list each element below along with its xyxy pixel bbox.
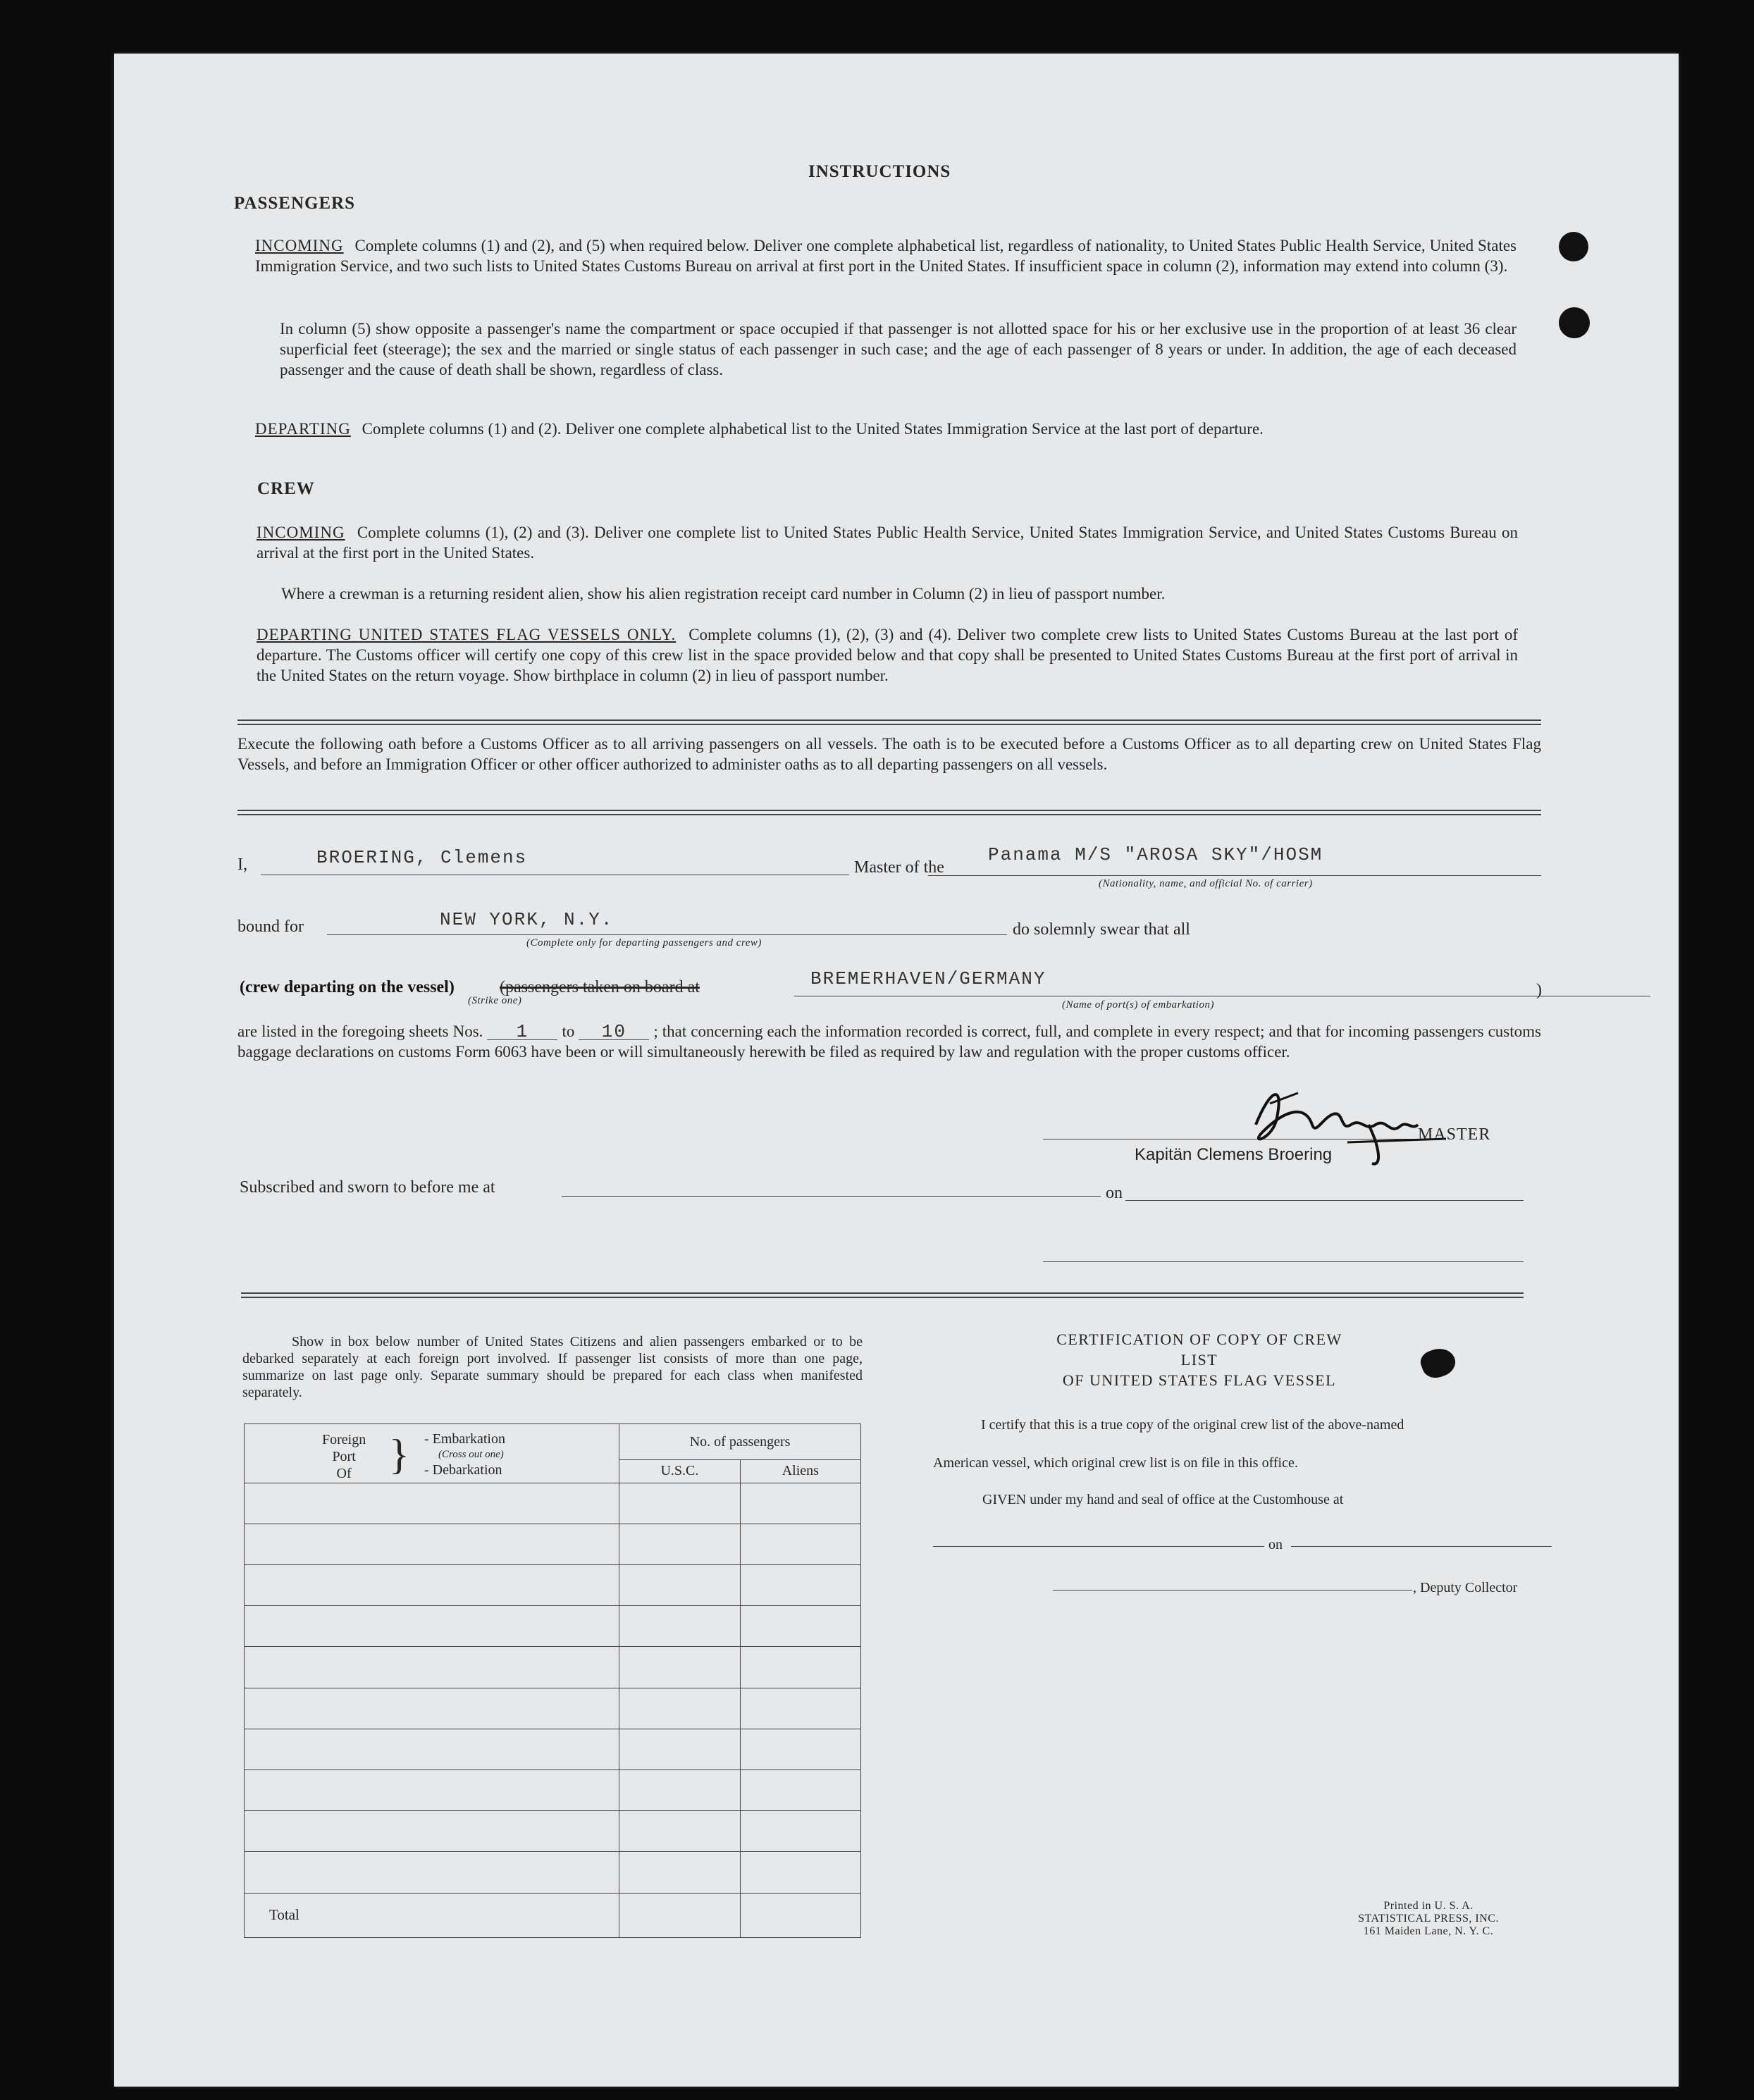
- deputy-collector-label: , Deputy Collector: [1413, 1580, 1518, 1595]
- divider-mid-2: [237, 814, 1541, 815]
- crew-heading: CREW: [257, 479, 315, 498]
- passengers-incoming-lead: INCOMING: [255, 237, 344, 254]
- table-row: [245, 1811, 861, 1852]
- ports-table: [244, 1423, 861, 1938]
- crew-departing-text: Complete columns (1), (2), (3) and (4). Deliver two complete crew lists to United States Customs Bureau at the last port of departure. The Customs officer will certify one copy of this crew list in the space provided below and that copy shall be presented to United States Customs Bureau at the first port of arrival in the United States on the return voyage. Show birthplace in column (2) in lieu of passport number.: [257, 626, 1518, 684]
- vessel-field[interactable]: Panama M/S "AROSA SKY"/HOSM: [988, 844, 1323, 865]
- of-label: Of: [336, 1466, 352, 1481]
- signature-stamp: Kapitän Clemens Broering: [1135, 1145, 1333, 1164]
- deputy-collector-line[interactable]: [1053, 1590, 1412, 1591]
- crew-incoming-paragraph: [257, 522, 1518, 563]
- passengers-departing-paragraph: [255, 419, 1517, 439]
- destination-caption: (Complete only for departing passengers and crew): [526, 937, 762, 949]
- usc-cell[interactable]: [619, 1647, 740, 1688]
- table-row: [245, 1770, 861, 1811]
- aliens-cell[interactable]: [740, 1524, 860, 1564]
- table-row: [245, 1606, 861, 1647]
- total-label: Total: [245, 1893, 619, 1937]
- aliens-cell[interactable]: [740, 1729, 860, 1769]
- foreign-label: Foreign: [322, 1432, 366, 1447]
- destination-line: [327, 934, 1007, 935]
- given-line: GIVEN under my hand and seal of office at the Customhouse at: [982, 1492, 1344, 1507]
- usc-cell[interactable]: [619, 1688, 740, 1729]
- aliens-cell[interactable]: [740, 1688, 860, 1729]
- subscribed-on-label: on: [1106, 1184, 1123, 1202]
- crew-incoming-text: Complete columns (1), (2) and (3). Deliver one complete list to United States Public Health Service, United States Immigration Service, and United States Customs Bureau on arrival at the first port in the United States.: [257, 524, 1518, 562]
- printer-imprint: [1344, 1900, 1513, 1938]
- port-cell[interactable]: [245, 1647, 619, 1688]
- table-row: [245, 1565, 861, 1606]
- vessel-caption: (Nationality, name, and official No. of carrier): [1099, 878, 1313, 889]
- embark-port-field[interactable]: BREMERHAVEN/GERMANY: [810, 968, 1046, 989]
- certify-line2: American vessel, which original crew list is on file in this office.: [933, 1455, 1298, 1471]
- usc-cell[interactable]: [619, 1483, 740, 1524]
- table-row: [245, 1524, 861, 1564]
- passengers-heading: PASSENGERS: [234, 194, 356, 213]
- table-row: [245, 1483, 861, 1524]
- passengers-column5-paragraph: In column (5) show opposite a passenger's name the compartment or space occupied if that passenger is not allotted space for his or her exclusive use in the proportion of at least 36 clear superficial feet (steerage); the sex and the married or single status of each passenger in such case; and the age of each passenger of 8 years or under. In addition, the age of each deceased passenger and the cause of death shall be shown, regardless of class.: [280, 320, 1517, 378]
- punch-hole-bottom: [1559, 307, 1590, 338]
- certify-line1: I certify that this is a true copy of the original crew list of the above-named: [981, 1417, 1404, 1433]
- embark-caption: (Name of port(s) of embarkation): [1062, 999, 1214, 1011]
- close-paren: ): [1536, 981, 1542, 999]
- strike-caption: (Strike one): [468, 995, 522, 1006]
- passengers-departing-lead: DEPARTING: [255, 420, 351, 438]
- aliens-cell[interactable]: [740, 1483, 860, 1524]
- certification-on-label: on: [1268, 1537, 1283, 1552]
- crew-incoming-lead: INCOMING: [257, 524, 345, 541]
- aliens-cell[interactable]: [740, 1852, 860, 1893]
- divider-top: [237, 719, 1541, 721]
- port-cell[interactable]: [245, 1565, 619, 1606]
- punch-hole-top: [1559, 232, 1588, 261]
- passengers-incoming-paragraph: [255, 235, 1517, 276]
- table-row: [245, 1688, 861, 1729]
- cross-out-label: (Cross out one): [438, 1449, 504, 1460]
- total-usc-cell[interactable]: [619, 1893, 740, 1937]
- usc-cell[interactable]: [619, 1606, 740, 1647]
- divider-top-2: [237, 724, 1541, 725]
- to-label: to: [562, 1023, 575, 1040]
- aliens-cell[interactable]: [740, 1770, 860, 1811]
- officer-signature-line[interactable]: [1043, 1261, 1524, 1262]
- port-cell[interactable]: [245, 1483, 619, 1524]
- master-label: MASTER: [1418, 1125, 1491, 1144]
- table-row: [245, 1647, 861, 1688]
- listed-paragraph: [237, 1021, 1541, 1062]
- vessel-line: [928, 875, 1541, 876]
- master-of-label: Master of the: [854, 858, 944, 877]
- passengers-departing-text: Complete columns (1) and (2). Deliver one complete alphabetical list to the United States Immigration Service at the last port of departure.: [362, 420, 1264, 438]
- master-name-field[interactable]: BROERING, Clemens: [316, 847, 528, 868]
- aliens-cell[interactable]: [740, 1565, 860, 1606]
- port-cell[interactable]: [245, 1606, 619, 1647]
- passengers-incoming-text: Complete columns (1) and (2), and (5) when required below. Deliver one complete alphabetical list, regardless of nationality, to United States Public Health Service, United States Immigration Service, and two such lists to United States Customs Bureau on arrival at first port in the United States. If insufficient space in column (2), information may extend into column (3).: [255, 237, 1517, 275]
- port-cell[interactable]: [245, 1852, 619, 1893]
- aliens-cell[interactable]: [740, 1606, 860, 1647]
- listed-rest: ; that concerning each the information recorded is correct, full, and complete in every respect; and that for incoming passengers customs baggage declarations on customs Form 6063 have been or will simultaneously herewith be filed as required by law and regulation with the proper customs officer.: [237, 1023, 1541, 1061]
- subscribed-date-line[interactable]: [1125, 1200, 1524, 1201]
- printer-line1: Printed in U. S. A.: [1383, 1900, 1474, 1912]
- divider-mid: [237, 810, 1541, 811]
- certification-title-line1: CERTIFICATION OF COPY OF CREW LIST: [1056, 1330, 1342, 1369]
- ports-header-cell: [245, 1424, 619, 1483]
- subscribed-place-line[interactable]: [562, 1196, 1101, 1197]
- aliens-cell[interactable]: [740, 1811, 860, 1852]
- ink-blot: [1418, 1344, 1459, 1382]
- crew-departing-label: (crew departing on the vessel): [240, 978, 455, 996]
- aliens-header: Aliens: [740, 1460, 860, 1483]
- usc-cell[interactable]: [619, 1770, 740, 1811]
- debarkation-label[interactable]: - Debarkation: [424, 1462, 502, 1478]
- no-passengers-header: No. of passengers: [619, 1424, 861, 1460]
- crew-departing-lead: DEPARTING UNITED STATES FLAG VESSELS ONLY.: [257, 626, 677, 643]
- brace-icon: }: [389, 1431, 409, 1478]
- port-cell[interactable]: [245, 1688, 619, 1729]
- swear-label: do solemnly swear that all: [1013, 920, 1190, 939]
- port-cell[interactable]: [245, 1524, 619, 1564]
- certification-date-line[interactable]: [1291, 1546, 1552, 1547]
- document-page: [114, 54, 1679, 2087]
- oath-intro: Execute the following oath before a Customs Officer as to all arriving passengers on all vessels. The oath is to be executed before a Customs Officer as to all departing crew on United States Flag Vessels, and before an Immigration Officer or other officer authorized to administer oaths as to all departing passengers on all vessels.: [237, 735, 1541, 773]
- port-cell[interactable]: [245, 1811, 619, 1852]
- usc-header: U.S.C.: [619, 1460, 740, 1483]
- certification-title-line2: OF UNITED STATES FLAG VESSEL: [1062, 1371, 1337, 1389]
- bound-for-label: bound for: [237, 918, 304, 936]
- total-aliens-cell[interactable]: [740, 1893, 860, 1937]
- crew-departing-paragraph: [257, 624, 1518, 686]
- listed-label: are listed in the foregoing sheets Nos.: [237, 1023, 483, 1040]
- sheet-to-field[interactable]: 10: [579, 1024, 649, 1040]
- divider-bottom-2: [241, 1297, 1524, 1298]
- table-row: [245, 1729, 861, 1769]
- printer-line2: STATISTICAL PRESS, INC.: [1358, 1913, 1499, 1925]
- aliens-cell[interactable]: [740, 1647, 860, 1688]
- passengers-option-struck[interactable]: (passengers taken on board at: [500, 978, 700, 996]
- port-label: Port: [332, 1449, 356, 1464]
- embarkation-label[interactable]: - Embarkation: [424, 1431, 505, 1447]
- usc-cell[interactable]: [619, 1565, 740, 1606]
- customhouse-place-line[interactable]: [933, 1546, 1264, 1547]
- usc-cell[interactable]: [619, 1852, 740, 1893]
- printer-line3: 161 Maiden Lane, N. Y. C.: [1363, 1925, 1494, 1937]
- total-row: [245, 1893, 861, 1937]
- certification-title: [1044, 1329, 1354, 1390]
- i-label: I,: [237, 856, 247, 874]
- usc-cell[interactable]: [619, 1729, 740, 1769]
- crew-returning-paragraph: Where a crewman is a returning resident alien, show his alien registration receipt card number in Column (2) in lieu of passport number.: [281, 585, 1166, 603]
- crew-departing-option[interactable]: [240, 978, 455, 997]
- port-cell[interactable]: [245, 1770, 619, 1811]
- summary-note: Show in box below number of United States Citizens and alien passengers embarked or to be debarked separately at each foreign port involved. If passenger list consists of more than one page, summarize on last page only. Separate summary should be prepared for each class when manifested separately.: [242, 1334, 863, 1400]
- destination-field[interactable]: NEW YORK, N.Y.: [440, 909, 614, 930]
- usc-cell[interactable]: [619, 1524, 740, 1564]
- usc-cell[interactable]: [619, 1811, 740, 1852]
- port-cell[interactable]: [245, 1729, 619, 1769]
- divider-bottom: [241, 1292, 1524, 1294]
- page-title: INSTRUCTIONS: [808, 162, 951, 181]
- table-row: [245, 1852, 861, 1893]
- subscribed-label: Subscribed and sworn to before me at: [240, 1178, 495, 1197]
- sheet-from-field[interactable]: 1: [487, 1024, 557, 1040]
